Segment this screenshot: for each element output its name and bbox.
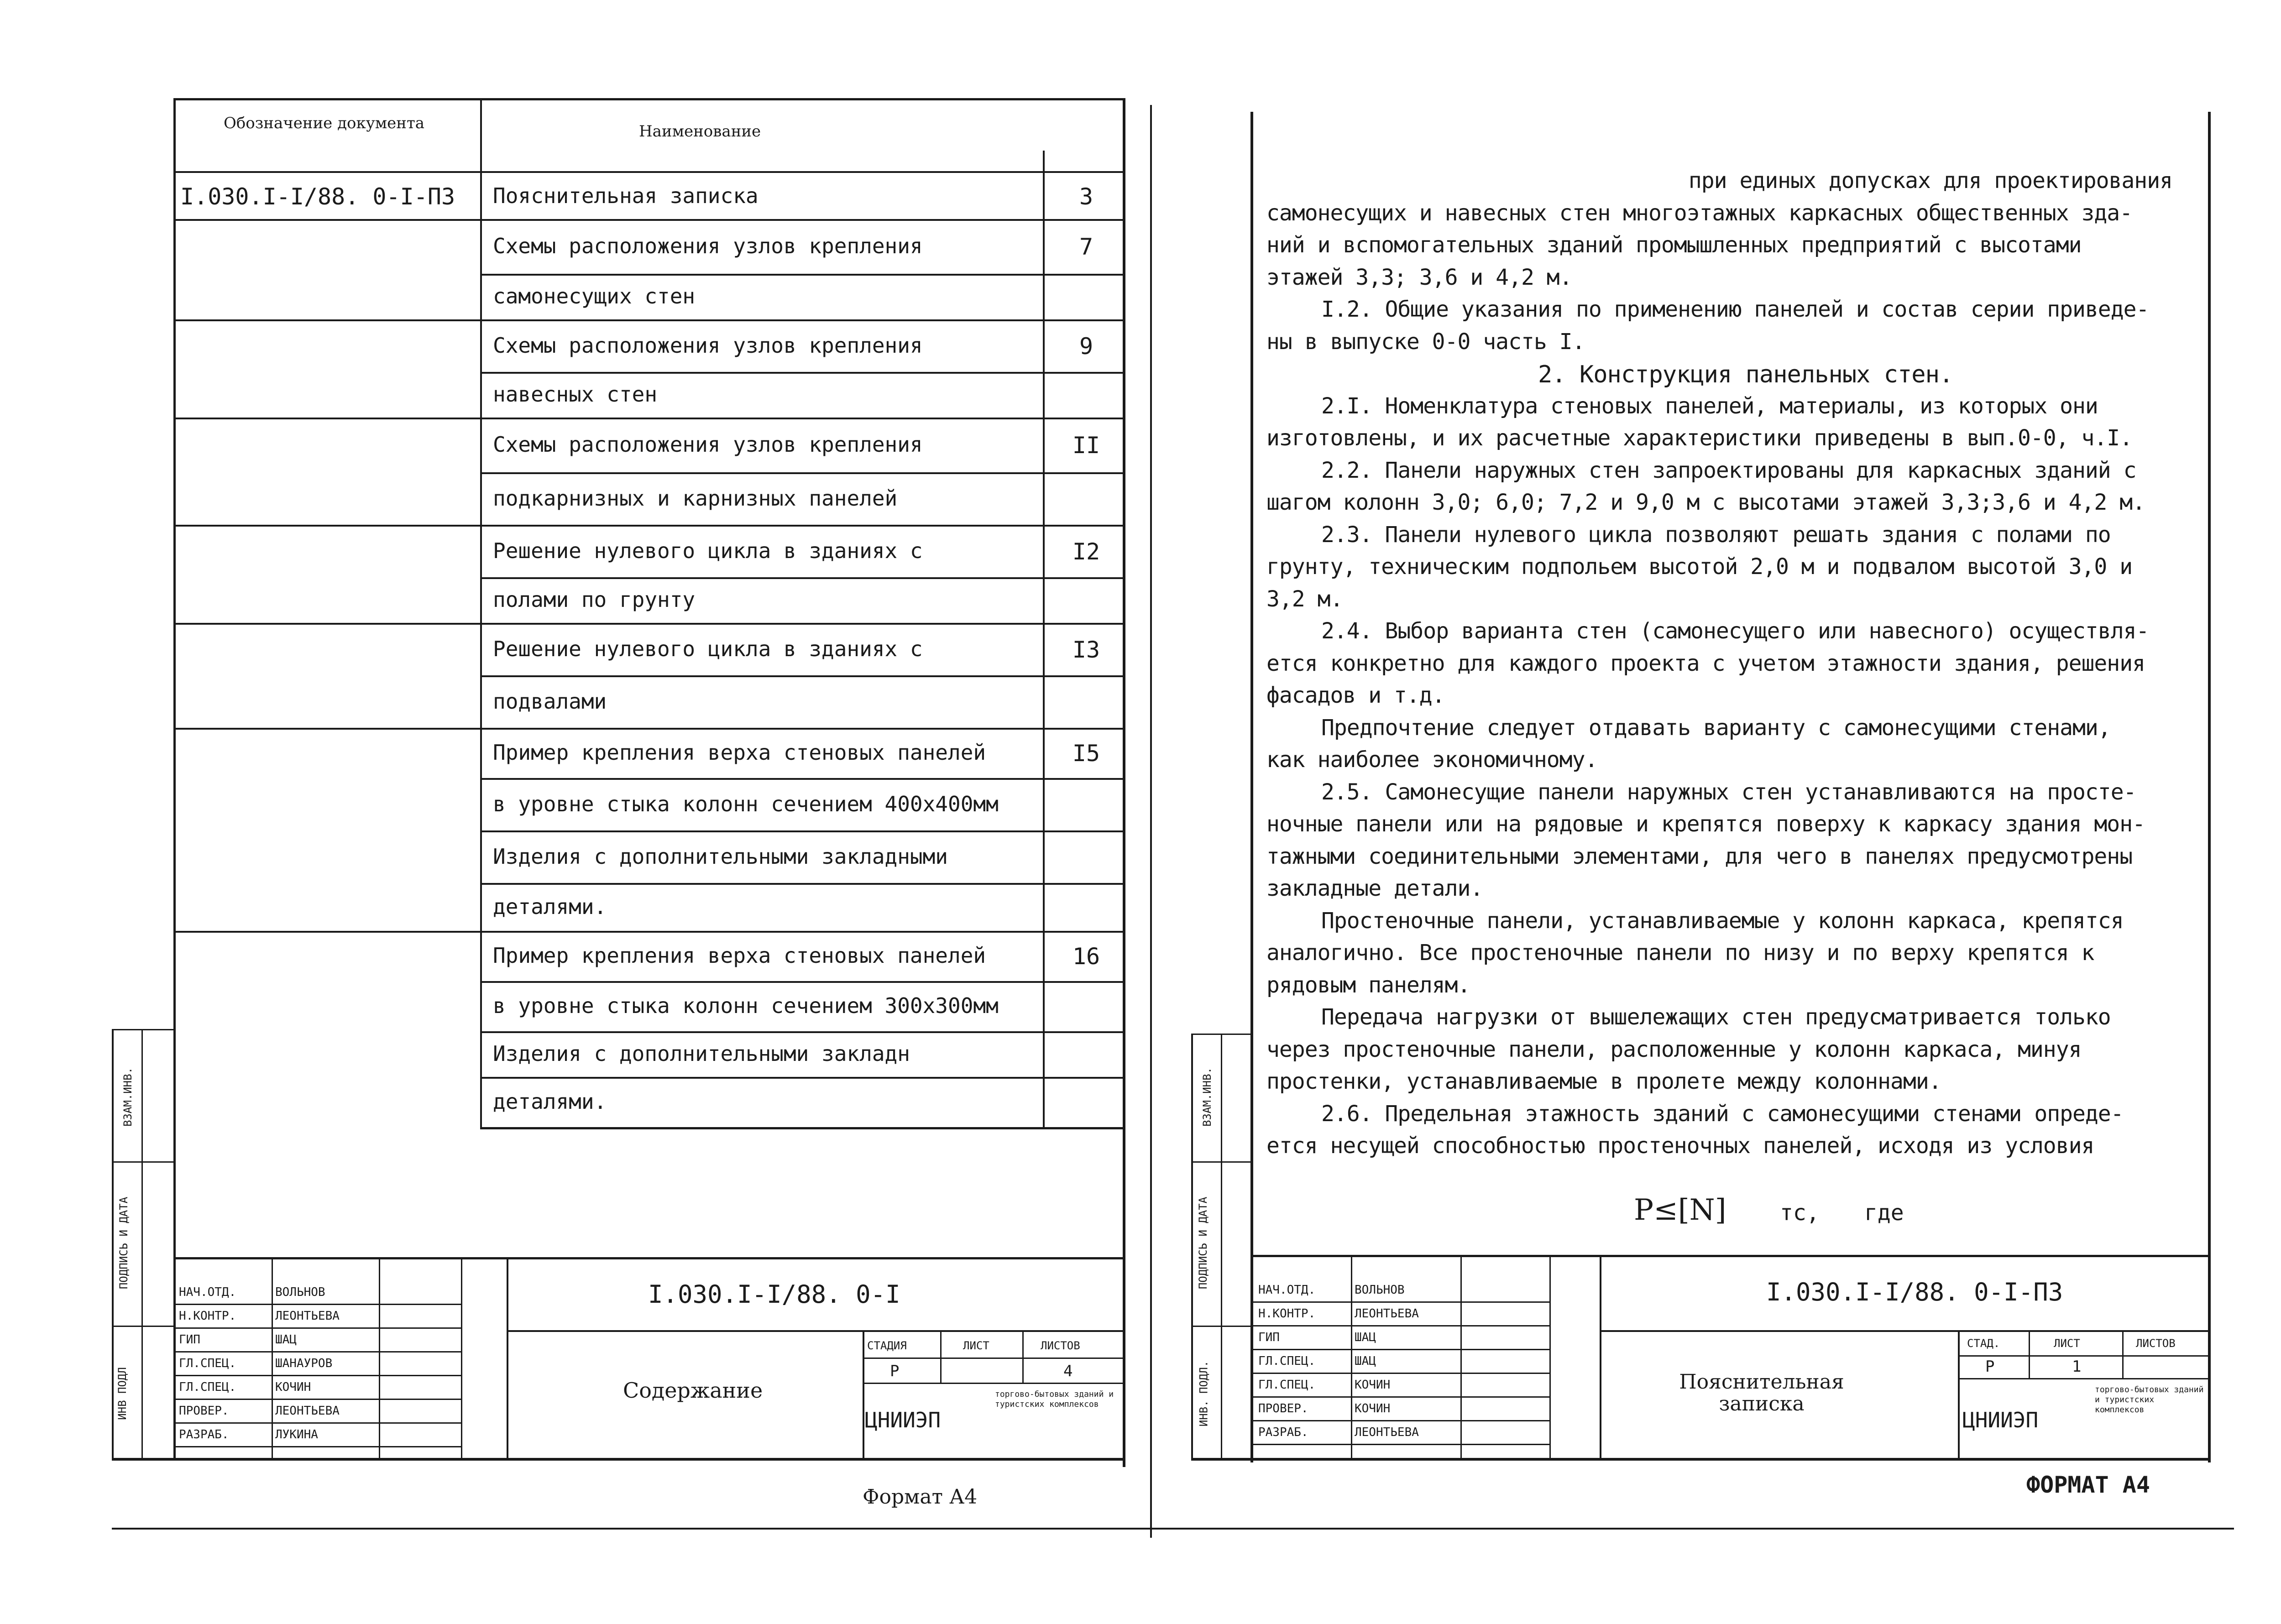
table-row-name: подвалами [493, 689, 607, 714]
right-tb-stage-vert [1958, 1330, 1960, 1458]
table-row-name: подкарнизных и карнизных панелей [493, 486, 898, 511]
title-block-person: ЛЕОНТЬЕВА [275, 1309, 340, 1323]
body-line: 2.2. Панели наружных стен запроектированы для каркасных зданий с [1321, 457, 2136, 483]
title-block-person: ВОЛЬНОВ [275, 1285, 325, 1299]
body-line: 3,2 м. [1266, 586, 1343, 612]
body-line: Передача нагрузки от вышележащих стен предусматривается только [1321, 1004, 2111, 1030]
table-row-page: 16 [1072, 943, 1100, 970]
right-format: ФОРМАТ А4 [2026, 1472, 2150, 1498]
body-line: грунту, техническим подпольем высотой 2,0 м и подвалом высотой 3,0 и [1266, 554, 2133, 580]
table-row-name: в уровне стыка колонн сечением 400х400мм [493, 791, 999, 816]
right-tb-title: Пояснительная записка [1679, 1370, 1844, 1415]
body-line: этажей 3,3; 3,6 и 4,2 м. [1266, 264, 1572, 290]
left-header-designation: Обозначение документа [223, 114, 425, 132]
right-frame-left [1250, 112, 1253, 1462]
title-block-role: ГЛ.СПЕЦ. [1258, 1354, 1316, 1368]
right-tb-stage-label: СТАД. [1967, 1337, 2000, 1350]
body-line: как наиболее экономичному. [1266, 747, 1598, 773]
body-line: ний и вспомогательных зданий промышленных предприятий с высотами [1266, 232, 2082, 258]
body-line: 2.5. Самонесущие панели наружных стен устанавливаются на просте- [1321, 779, 2136, 805]
right-tb-sheet-label: ЛИСТ [2054, 1337, 2080, 1350]
right-tb-stage: Р [1985, 1358, 1995, 1376]
table-row-name: Изделия с дополнительными закладными [493, 844, 948, 869]
section-heading: 2. Конструкция панельных стен. [1538, 361, 1953, 388]
left-tb-sheet-label: ЛИСТ [963, 1339, 989, 1352]
table-row-name: Схемы расположения узлов крепления [493, 432, 923, 457]
table-row-name: Пример крепления верха стеновых панелей [493, 943, 986, 968]
title-block-role: Н.КОНТР. [1258, 1307, 1316, 1321]
table-row-name: в уровне стыка колонн сечением 300х300мм [493, 993, 999, 1018]
body-line: ночные панели или на рядовые и крепятся поверху к каркасу здания мон- [1266, 811, 2145, 837]
body-line: аналогично. Все простеночные панели по низу и по верху крепятся к [1266, 940, 2094, 966]
table-row-name: Пояснительная записка [493, 183, 759, 208]
left-tb-sheets-label: ЛИСТОВ [1041, 1339, 1080, 1352]
left-tb-code: I.030.I-I/88. 0-I [648, 1280, 900, 1309]
table-row-name: деталями. [493, 894, 607, 919]
right-tb-name-col [1351, 1255, 1352, 1458]
table-row-page: 7 [1079, 234, 1093, 260]
title-block-role: ПРОВЕР. [1258, 1402, 1308, 1415]
body-line: простенки, устанавливаемые в пролете между колоннами. [1266, 1069, 1941, 1094]
body-line: ется несущей способностью простеночных панелей, исходя из условия [1266, 1133, 2094, 1159]
body-line: 2.4. Выбор варианта стен (самонесущего или навесного) осуществля- [1321, 618, 2149, 644]
body-line: через простеночные панели, расположенные у колонн каркаса, минуя [1266, 1036, 2082, 1062]
table-row-name: самонесущих стен [493, 284, 696, 308]
table-row-name: Решение нулевого цикла в зданиях с [493, 636, 923, 661]
left-side-label-1: ВЗАМ.ИНВ. [121, 1067, 135, 1127]
left-format: Формат А4 [863, 1485, 978, 1509]
title-block-row-line [1253, 1373, 1549, 1374]
title-block-person: КОЧИН [1355, 1378, 1391, 1392]
title-block-role: НАЧ.ОТД. [1258, 1283, 1316, 1297]
body-line: I.2. Общие указания по применению панелей и состав серии приведе- [1321, 297, 2149, 322]
title-block-person: ШАЦ [275, 1333, 297, 1347]
table-row-page: I3 [1072, 636, 1100, 663]
right-tb-org-sub: торгово-бытовых зданий и туристских комплексов [2095, 1385, 2204, 1415]
title-block-person: ШАНАУРОВ [275, 1357, 333, 1370]
body-line: 2.3. Панели нулевого цикла позволяют решать здания с полами по [1321, 522, 2111, 548]
body-line: самонесущих и навесных стен многоэтажных каркасных общественных зда- [1266, 200, 2133, 226]
title-block-person: ЛЕОНТЬЕВА [1355, 1426, 1419, 1439]
table-row-page: I5 [1072, 740, 1100, 767]
left-tb-title: Содержание [623, 1378, 763, 1403]
title-block-role: ГЛ.СПЕЦ. [179, 1380, 236, 1394]
body-line: 2.I. Номенклатура стеновых панелей, материалы, из которых они [1321, 393, 2098, 419]
right-side-strip-line [1191, 1034, 1193, 1458]
left-tb-org: ЦНИИЭП [865, 1408, 941, 1432]
title-block-role: Н.КОНТР. [179, 1309, 236, 1323]
title-block-person: ЛЕОНТЬЕВА [275, 1404, 340, 1418]
body-line: изготовлены, и их расчетные характеристики приведены в вып.0-0, ч.I. [1266, 425, 2133, 451]
title-block-role: РАЗРАБ. [179, 1428, 229, 1441]
right-side-strip-div2 [1191, 1326, 1253, 1327]
body-line: фасадов и т.д. [1266, 683, 1445, 708]
right-tb-vert-main [1600, 1255, 1601, 1458]
left-tb-stage-label: СТАДИЯ [867, 1339, 907, 1352]
table-row-name: Решение нулевого цикла в зданиях с [493, 538, 923, 563]
title-block-person: ЛЕОНТЬЕВА [1355, 1307, 1419, 1321]
left-tb-stage: Р [890, 1362, 900, 1380]
title-block-person: ШАЦ [1355, 1354, 1376, 1368]
left-side-label-2: ПОДПИСЬ И ДАТА [117, 1196, 131, 1290]
title-block-role: ГИП [179, 1333, 200, 1347]
right-tb-sheets-label: ЛИСТОВ [2136, 1337, 2176, 1350]
title-block-person: ВОЛЬНОВ [1355, 1283, 1405, 1297]
right-frame-bottom [1191, 1458, 2211, 1461]
left-header-name: Наименование [639, 122, 761, 141]
right-tb-stage-c1 [2029, 1330, 2030, 1378]
body-line: ется конкретно для каждого проекта с учетом этажности здания, решения [1266, 650, 2145, 676]
body-line: при единых допусках для проектирования [1688, 168, 2172, 193]
body-line: Предпочтение следует отдавать варианту с самонесущими стенами, [1321, 715, 2111, 741]
title-block-row-line [1253, 1396, 1549, 1398]
right-side-label-1: ВЗАМ.ИНВ. [1201, 1067, 1214, 1127]
title-block-role: РАЗРАБ. [1258, 1426, 1308, 1439]
title-block-row-line [1253, 1349, 1549, 1350]
left-tb-org-sub: торгово-бытовых зданий и туристских комплексов [995, 1389, 1114, 1409]
title-block-person: КОЧИН [1355, 1402, 1391, 1415]
table-row-page: 3 [1079, 183, 1093, 210]
title-block-role: ГЛ.СПЕЦ. [1258, 1378, 1316, 1392]
right-side-strip-inner [1221, 1034, 1222, 1458]
title-block-person: ШАЦ [1355, 1331, 1376, 1344]
table-row-name: Пример крепления верха стеновых панелей [493, 740, 986, 765]
title-block-role: ГЛ.СПЕЦ. [179, 1357, 236, 1370]
table-row-name: полами по грунту [493, 587, 696, 612]
title-block-person: КОЧИН [275, 1380, 311, 1394]
title-block-row-line [1253, 1325, 1549, 1326]
right-tb-stage-row [1958, 1355, 2209, 1357]
right-tb-stage-row2 [1958, 1378, 2209, 1379]
table-row-page: II [1072, 432, 1100, 459]
body-line: рядовым панелям. [1266, 972, 1470, 998]
title-block-row-line [1253, 1420, 1549, 1421]
right-tb-code: I.030.I-I/88. 0-I-ПЗ [1766, 1278, 2063, 1306]
formula-where: где [1864, 1200, 1904, 1226]
table-row-name: деталями. [493, 1089, 607, 1114]
title-block-row-line [1253, 1444, 1549, 1445]
body-line: шагом колонн 3,0; 6,0; 7,2 и 9,0 м с высотами этажей 3,3;3,6 и 4,2 м. [1266, 490, 2145, 515]
left-side-label-3: ИНВ ПОДЛ [115, 1367, 129, 1420]
body-line: Простеночные панели, устанавливаемые у колонн каркаса, крепятся [1321, 908, 2124, 934]
title-block-person: ЛУКИНА [275, 1428, 318, 1441]
table-row-name: Схемы расположения узлов крепления [493, 333, 923, 358]
right-tb-top [1250, 1255, 2211, 1257]
body-line: 2.6. Предельная этажность зданий с самонесущими стенами опреде- [1321, 1101, 2124, 1127]
right-side-label-3: ИНВ. ПОДЛ. [1197, 1360, 1210, 1427]
right-side-strip-div1 [1191, 1161, 1253, 1163]
right-tb-sheet: 1 [2072, 1358, 2082, 1376]
table-row-name: Изделия с дополнительными закладн [493, 1041, 910, 1066]
table-row-page: 9 [1079, 333, 1093, 360]
body-line: ны в выпуске 0-0 часть I. [1266, 329, 1585, 355]
right-tb-stage-c2 [2122, 1330, 2124, 1378]
right-tb-date-col [1549, 1255, 1551, 1458]
table-row-name: навесных стен [493, 382, 658, 407]
formula: P≤[N] [1634, 1193, 1726, 1227]
body-line: тажными соединительными элементами, для чего в панелях предусмотрены [1266, 843, 2133, 869]
table-row-name: Схемы расположения узлов крепления [493, 234, 923, 258]
formula-unit: тс, [1780, 1200, 1820, 1226]
body-line: закладные детали. [1266, 876, 1483, 901]
right-side-label-2: ПОДПИСЬ И ДАТА [1197, 1196, 1210, 1290]
right-tb-sign-col [1460, 1255, 1462, 1458]
right-side-strip-top [1191, 1034, 1253, 1035]
left-tb-sheets: 4 [1063, 1362, 1073, 1380]
right-tb-mid [1600, 1330, 2209, 1332]
title-block-role: ПРОВЕР. [179, 1404, 229, 1418]
table-row-page: I2 [1072, 538, 1100, 565]
title-block-role: ГИП [1258, 1331, 1280, 1344]
table-row-code: I.030.I-I/88. 0-I-ПЗ [180, 183, 455, 210]
right-frame-right [2208, 112, 2211, 1462]
right-tb-org: ЦНИИЭП [1962, 1408, 2039, 1432]
title-block-role: НАЧ.ОТД. [179, 1285, 236, 1299]
title-block-row-line [1253, 1301, 1549, 1303]
